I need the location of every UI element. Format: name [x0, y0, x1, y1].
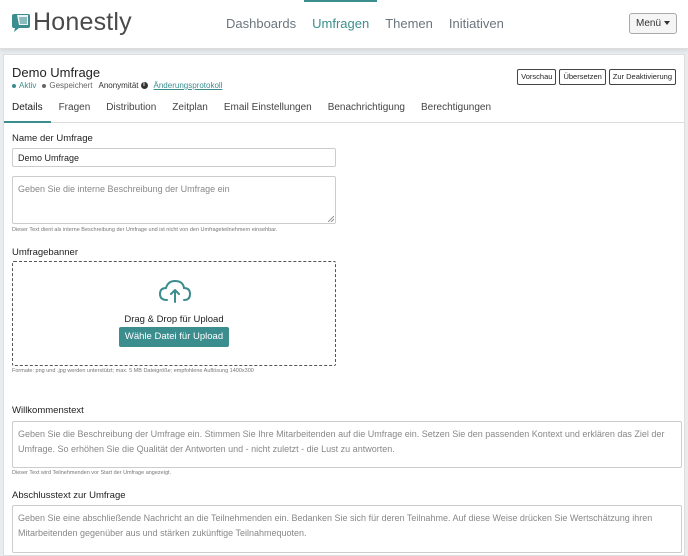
deactivate-button[interactable]: Zur Deaktivierung — [609, 69, 676, 85]
banner-help: Formate: png und .jpg werden unterstützt; max. 5 MB Dateigröße; empfohlene Auflösung 1400x300 — [12, 368, 254, 374]
survey-meta — [12, 81, 222, 90]
resize-handle-icon[interactable] — [328, 216, 334, 222]
banner-dropzone[interactable] — [12, 261, 336, 366]
saved-text: Gespeichert — [49, 81, 93, 90]
welcome-textarea[interactable] — [12, 421, 682, 468]
tab-zeitplan[interactable]: Zeitplan — [172, 102, 208, 113]
tab-benachrichtigung[interactable]: Benachrichtigung — [327, 102, 405, 113]
survey-name-input[interactable]: Demo Umfrage — [12, 148, 336, 167]
preview-button[interactable]: Vorschau — [517, 69, 556, 85]
tab-berechtigungen[interactable]: Berechtigungen — [420, 102, 492, 113]
changelog-link[interactable]: Änderungsprotokoll — [153, 81, 223, 90]
cloud-upload-icon — [158, 278, 192, 304]
nav-umfragen[interactable]: Umfragen — [304, 0, 377, 48]
nav-themen[interactable]: Themen — [385, 16, 433, 31]
welcome-placeholder: Geben Sie die Beschreibung der Umfrage ein. Stimmen Sie Ihre Mitarbeitenden auf die Umfrage ein. Setzen Sie den passenden Kontext und erklären das Ziel der Umfrage. So erhöhen Sie die Qualität der Antworten und - nicht zuletzt - die Lust zu antworten. — [18, 429, 665, 454]
nav-initiativen[interactable]: Initiativen — [448, 16, 504, 31]
logo-text: Honestly — [33, 8, 132, 36]
menu-button[interactable] — [629, 13, 677, 34]
survey-tabs — [4, 99, 684, 123]
page-title: Demo Umfrage — [12, 65, 101, 80]
info-icon[interactable]: i — [141, 82, 148, 89]
tab-distribution[interactable]: Distribution — [106, 102, 157, 113]
closing-placeholder: Geben Sie eine abschließende Nachricht an die Teilnehmenden ein. Bedanken Sie sich für deren Teilnahme. Auf diese Weise drücken Sie Wertschätzung ihren Mitarbeitenden gegenüber aus und stärken zukünftige Teilnahmequoten. — [18, 513, 653, 538]
anonymity-label: Anonymität — [98, 81, 139, 90]
main-nav — [218, 0, 512, 48]
welcome-label: Willkommenstext — [12, 405, 84, 416]
top-navbar — [0, 0, 688, 49]
menu-label: Menü — [635, 18, 661, 29]
saved-indicator — [42, 81, 92, 90]
upload-button[interactable]: Wähle Datei für Upload — [119, 327, 229, 347]
description-placeholder: Geben Sie die interne Beschreibung der Umfrage ein — [18, 184, 230, 194]
dropzone-text: Drag & Drop für Upload — [124, 314, 224, 325]
description-textarea[interactable] — [12, 176, 336, 224]
status-dot-icon — [12, 84, 16, 88]
logo-mark-icon — [10, 12, 32, 34]
tab-fragen[interactable]: Fragen — [58, 102, 91, 113]
closing-label: Abschlusstext zur Umfrage — [12, 490, 126, 501]
action-buttons — [517, 69, 676, 85]
tab-email-einstellungen[interactable]: Email Einstellungen — [223, 102, 312, 113]
banner-label: Umfragebanner — [12, 247, 79, 258]
description-help: Dieser Text dient als interne Beschreibung der Umfrage und ist nicht von den Umfrageteilnehmern einsehbar. — [12, 227, 278, 233]
saved-dot-icon — [42, 84, 46, 88]
logo[interactable] — [10, 8, 132, 37]
closing-textarea[interactable] — [12, 505, 682, 553]
status-badge — [12, 81, 36, 90]
welcome-help: Dieser Text wird Teilnehmenden vor Start der Umfrage angezeigt. — [12, 470, 172, 476]
caret-down-icon — [664, 21, 670, 25]
nav-dashboards[interactable]: Dashboards — [226, 16, 297, 31]
tab-details[interactable]: Details — [4, 99, 51, 123]
name-label: Name der Umfrage — [12, 133, 93, 144]
survey-card — [3, 54, 685, 556]
translate-button[interactable]: Übersetzen — [559, 69, 605, 85]
status-text: Aktiv — [19, 81, 37, 90]
